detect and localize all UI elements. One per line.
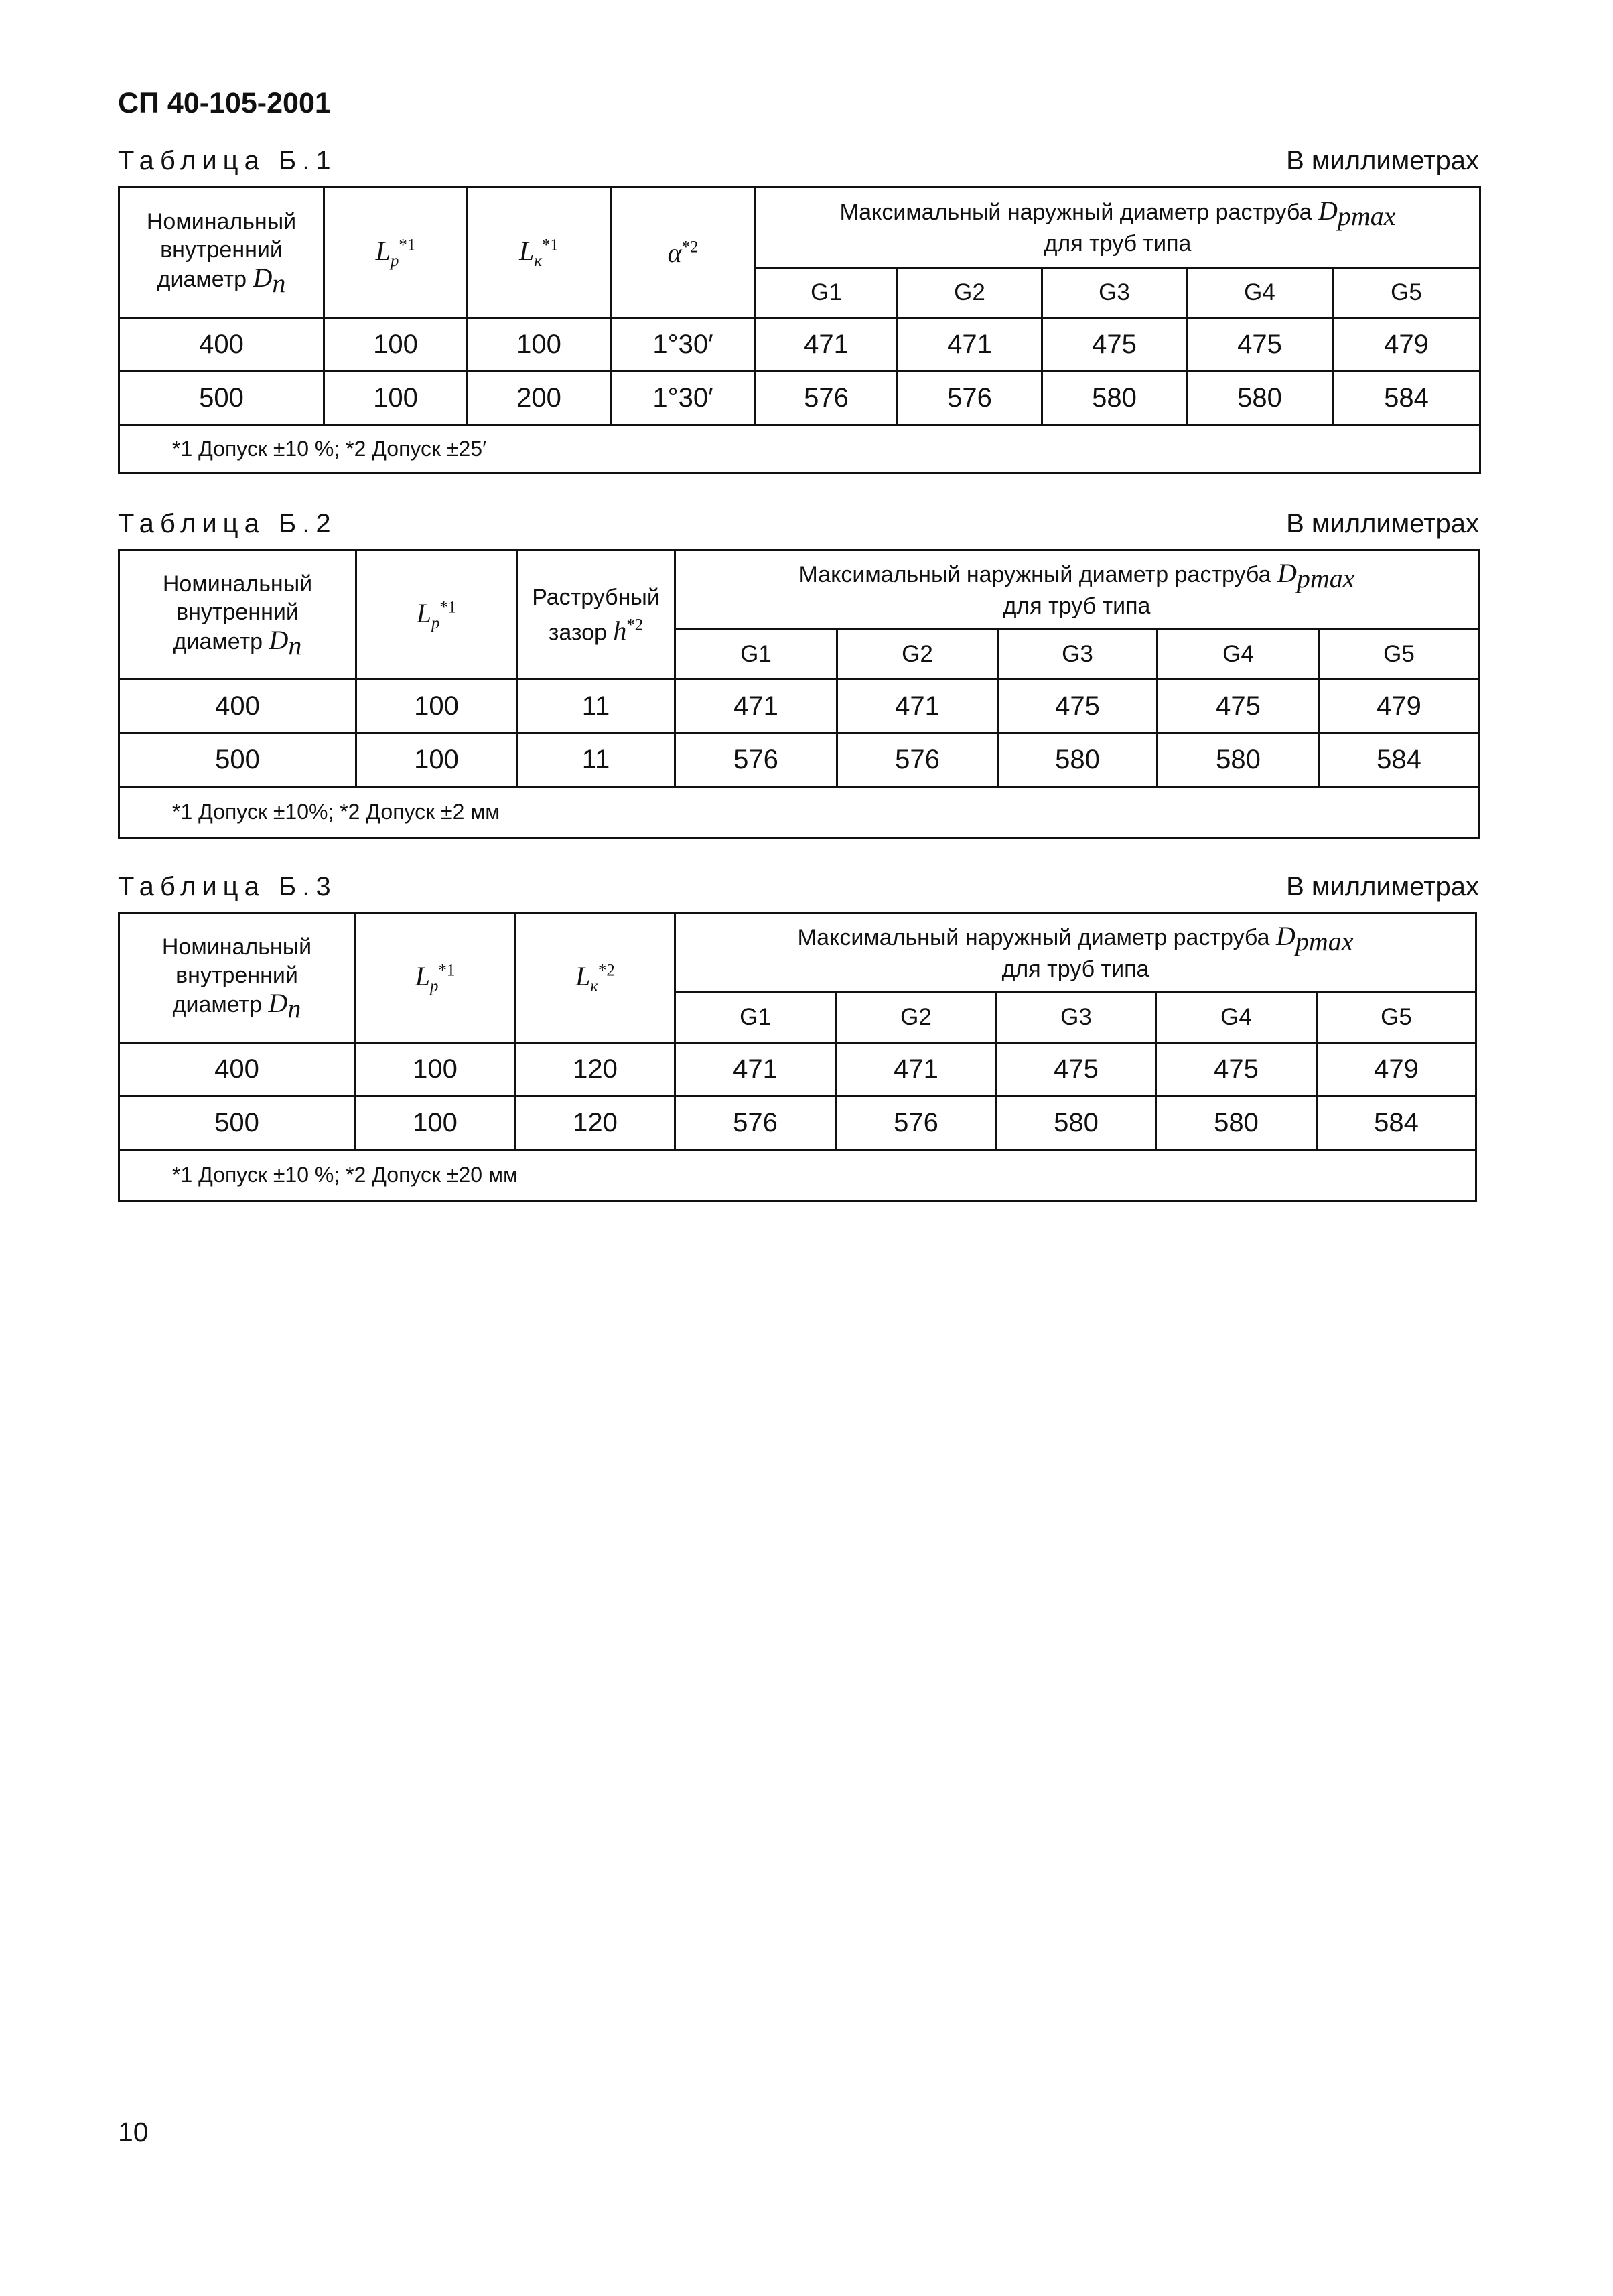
table-cell: 100 [355,1096,516,1150]
table-caption-b2 [118,509,1479,539]
table-cell: 500 [119,372,324,425]
table-cell: 475 [997,1043,1156,1096]
table-cell: 475 [1156,1043,1317,1096]
table-cell: 580 [998,733,1158,787]
type-header: G5 [1333,268,1480,318]
table-cell: 576 [756,372,898,425]
table-cell: 400 [119,680,356,733]
table-caption-b3 [118,872,1479,902]
table-cell: 120 [516,1096,675,1150]
table-cell: 11 [517,733,675,787]
table-b1 [118,186,1481,474]
type-header: G4 [1158,630,1320,680]
unit-caption: В миллиметрах [1286,146,1479,175]
table-cell: 479 [1333,318,1480,372]
table-cell: 576 [675,1096,836,1150]
type-header: G5 [1320,630,1479,680]
table-footnote: *1 Допуск ±10%; *2 Допуск ±2 мм [119,787,1479,838]
table-cell: 475 [1158,680,1320,733]
header-nominal-diameter: Номинальный внутренний диаметр $D_n$ [119,551,356,680]
header-lp: $L_р^{*1}$ [355,914,516,1043]
table-cell: 120 [516,1043,675,1096]
header-lp: $L_р^{*1}$ [356,551,517,680]
table-cell: 475 [1187,318,1333,372]
table-cell: 475 [1042,318,1187,372]
table-title: Таблица Б.3 [118,872,337,902]
header-lp: $L_р^{*1}$ [324,188,468,318]
table-cell: 584 [1320,733,1479,787]
header-max-diameter: Максимальный наружный диаметр раструба $D_{рmax}$ для труб типа [756,188,1480,268]
table-cell: 471 [675,680,837,733]
table-b2 [118,549,1480,839]
header-max-diameter: Максимальный наружный диаметр раструба $D_{рmax}$ для труб типа [675,914,1476,993]
table-cell: 576 [836,1096,997,1150]
table-row [119,733,1479,787]
table-cell: 576 [837,733,998,787]
table-cell: 576 [675,733,837,787]
type-header: G4 [1187,268,1333,318]
table-cell: 576 [898,372,1042,425]
header-nominal-diameter: Номинальный внутренний диаметр $D_n$ [119,914,355,1043]
table-cell: 200 [468,372,611,425]
table-footnote: *1 Допуск ±10 %; *2 Допуск ±25′ [119,425,1480,474]
type-header: G1 [675,993,836,1043]
table-title: Таблица Б.2 [118,509,337,539]
table-cell: 100 [324,372,468,425]
type-header: G3 [1042,268,1187,318]
header-alpha: $\alpha^{*2}$ [611,188,756,318]
table-cell: 11 [517,680,675,733]
table-cell: 584 [1333,372,1480,425]
table-cell: 475 [998,680,1158,733]
table-cell: 1°30′ [611,372,756,425]
header-lk: $L_к^{*2}$ [516,914,675,1043]
table-cell: 471 [756,318,898,372]
type-header: G5 [1317,993,1476,1043]
table-cell: 471 [836,1043,997,1096]
table-cell: 471 [898,318,1042,372]
header-lk: $L_к^{*1}$ [468,188,611,318]
table-cell: 1°30′ [611,318,756,372]
type-header: G3 [998,630,1158,680]
table-cell: 584 [1317,1096,1476,1150]
table-footnote: *1 Допуск ±10 %; *2 Допуск ±20 мм [119,1150,1476,1201]
table-cell: 471 [837,680,998,733]
header-socket-gap: Раструбный зазор $h^{*2}$ [517,551,675,680]
table-cell: 100 [356,680,517,733]
table-cell: 500 [119,733,356,787]
unit-caption: В миллиметрах [1286,509,1479,539]
unit-caption: В миллиметрах [1286,872,1479,902]
header-max-diameter: Максимальный наружный диаметр раструба $D_{рmax}$ для труб типа [675,551,1479,630]
table-cell: 100 [468,318,611,372]
table-cell: 580 [1158,733,1320,787]
table-cell: 580 [997,1096,1156,1150]
table-row [119,680,1479,733]
table-cell: 580 [1156,1096,1317,1150]
table-cell: 100 [324,318,468,372]
type-header: G2 [837,630,998,680]
type-header: G2 [898,268,1042,318]
type-header: G3 [997,993,1156,1043]
table-cell: 479 [1320,680,1479,733]
table-cell: 100 [355,1043,516,1096]
table-row [119,1096,1476,1150]
type-header: G1 [675,630,837,680]
document-code: СП 40-105-2001 [118,87,331,119]
type-header: G1 [756,268,898,318]
table-cell: 580 [1042,372,1187,425]
table-cell: 400 [119,1043,355,1096]
header-nominal-diameter: Номинальный внутренний диаметр $D_n$ [119,188,324,318]
table-row [119,372,1480,425]
table-caption-b1 [118,146,1479,176]
table-cell: 400 [119,318,324,372]
page-number: 10 [118,2116,149,2147]
table-cell: 100 [356,733,517,787]
table-cell: 479 [1317,1043,1476,1096]
type-header: G4 [1156,993,1317,1043]
type-header: G2 [836,993,997,1043]
table-row [119,318,1480,372]
table-title: Таблица Б.1 [118,146,337,175]
table-cell: 500 [119,1096,355,1150]
table-row [119,1043,1476,1096]
table-cell: 471 [675,1043,836,1096]
table-cell: 580 [1187,372,1333,425]
table-b3 [118,912,1477,1202]
